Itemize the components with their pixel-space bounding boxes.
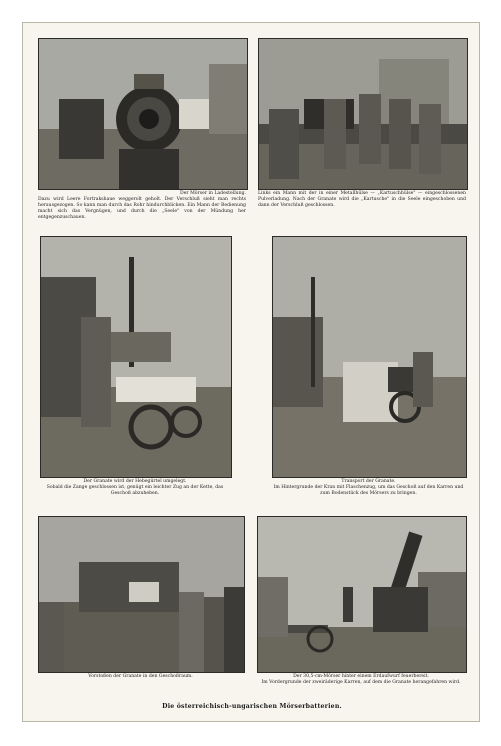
photo-mortar-front (38, 38, 248, 190)
caption-mortar-firing (257, 674, 465, 686)
caption-loading-crew (258, 191, 466, 209)
caption-title: Transport der Granate. (341, 479, 396, 484)
caption-title: Der Granate wird der Hebegürtel umgelegt. (83, 479, 187, 484)
caption-text: Dazu wird Leere Fortrakshaue weggerolt geholt. Der Verschluß sieht man rechts herausgezogen. So kann man durch das Rohr hindurchblicken. Ein Mann der Bedienung macht sich das Vergnügen, und durch die „Seele" von der Mündung her entgegenzuschauen. (38, 197, 246, 221)
caption-text: Im Vordergrunde der zweiräderige Karren, auf dem die Granate herangefahren wird. (261, 680, 461, 686)
photo-shell-transport (272, 236, 467, 478)
magazine-page (22, 22, 480, 722)
caption-text: Sobald die Zange geschlossen ist, genügt ein leichter Zug an der Kette, das Geschoß abzuheben. (46, 485, 224, 497)
caption-shell-lift (40, 479, 230, 497)
caption-title: Vorstoßen der Granate in den Geschoßraum. (88, 674, 193, 679)
photo-shell-lift (40, 236, 232, 478)
caption-title: Der Mörser in Ladestellung. (180, 191, 246, 196)
photo-shell-push (38, 516, 245, 673)
plate-title: Die österreichisch-ungarischen Mörserbatterien. (162, 703, 342, 710)
caption-mortar-front (38, 191, 246, 221)
caption-title: Der 30,5-cm-Mörser hinter einem Erdaufwurf feuerbereit. (293, 674, 429, 679)
caption-text: Im Hintergrunde der Kran mit Flaschenzug, um das Geschoß auf den Karren und zum Bodenstück des Mörsers zu bringen. (273, 485, 464, 497)
caption-text: Links ein Mann mit der in einer Metallhülse — „Kartuschhülse" — eingeschlossenen Pulverladung. Nach der Granate wird die „Kartusche" in die Seele eingeschoben und dann der Verschluß geschlossen. (258, 191, 466, 209)
caption-shell-push (38, 674, 243, 680)
photo-mortar-firing (257, 516, 467, 673)
caption-shell-transport (272, 479, 465, 497)
photo-loading-crew (258, 38, 468, 190)
